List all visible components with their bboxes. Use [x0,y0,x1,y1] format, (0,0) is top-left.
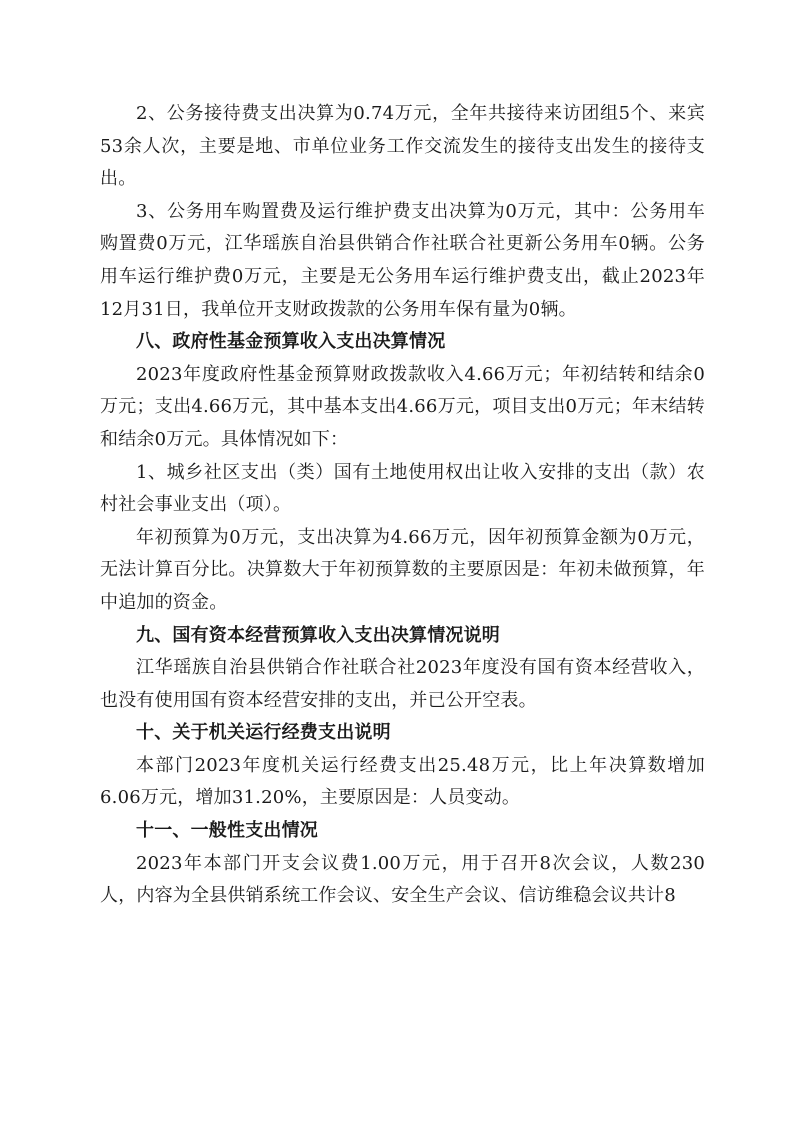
paragraph-meeting-expense: 2023年本部门开支会议费1.00万元，用于召开8次会议，人数230人，内容为全县供销系统工作会议、安全生产会议、信访维稳会议共计8 [100,852,705,907]
paragraph-government-fund-summary: 2023年度政府性基金预算财政拨款收入4.66万元；年初结转和结余0万元；支出4.66万元，其中基本支出4.66万元，项目支出0万元；年末结转和结余0万元。具体情况如下： [100,363,705,450]
paragraph-budget-explanation: 年初预算为0万元，支出决算为4.66万元，因年初预算金额为0万元，无法计算百分比。决算数大于年初预算数的主要原因是：年初未做预算，年中追加的资金。 [100,526,705,613]
section-heading-operating-expense: 十、关于机关运行经费支出说明 [136,722,391,744]
paragraph-state-capital: 江华瑶族自治县供销合作社联合社2023年度没有国有资本经营收入，也没有使用国有资本经营安排的支出，并已公开空表。 [100,657,705,711]
paragraph-urban-rural-expense: 1、城乡社区支出（类）国有土地使用权出让收入安排的支出（款）农村社会事业支出（项）。 [100,461,705,516]
paragraph-reception-expense: 2、公务接待费支出决算为0.74万元，全年共接待来访团组5个、来宾53余人次，主要是地、市单位业务工作交流发生的接待支出发生的接待支出。 [100,103,705,190]
section-heading-general-expense: 十一、一般性支出情况 [136,820,318,842]
paragraph-operating-expense: 本部门2023年度机关运行经费支出25.48万元，比上年决算数增加6.06万元，增加31.20%，主要原因是：人员变动。 [100,754,705,809]
document-page [100,98,705,913]
section-heading-government-fund: 八、政府性基金预算收入支出决算情况 [136,331,446,353]
section-heading-state-capital: 九、国有资本经营预算收入支出决算情况说明 [136,624,500,646]
paragraph-vehicle-expense: 3、公务用车购置费及运行维护费支出决算为0万元，其中：公务用车购置费0万元，江华瑶族自治县供销合作社联合社更新公务用车0辆。公务用车运行维护费0万元，主要是无公务用车运行维护费支出，截止2023年12月31日，我单位开支财政拨款的公务用车保有量为0辆。 [100,200,705,320]
